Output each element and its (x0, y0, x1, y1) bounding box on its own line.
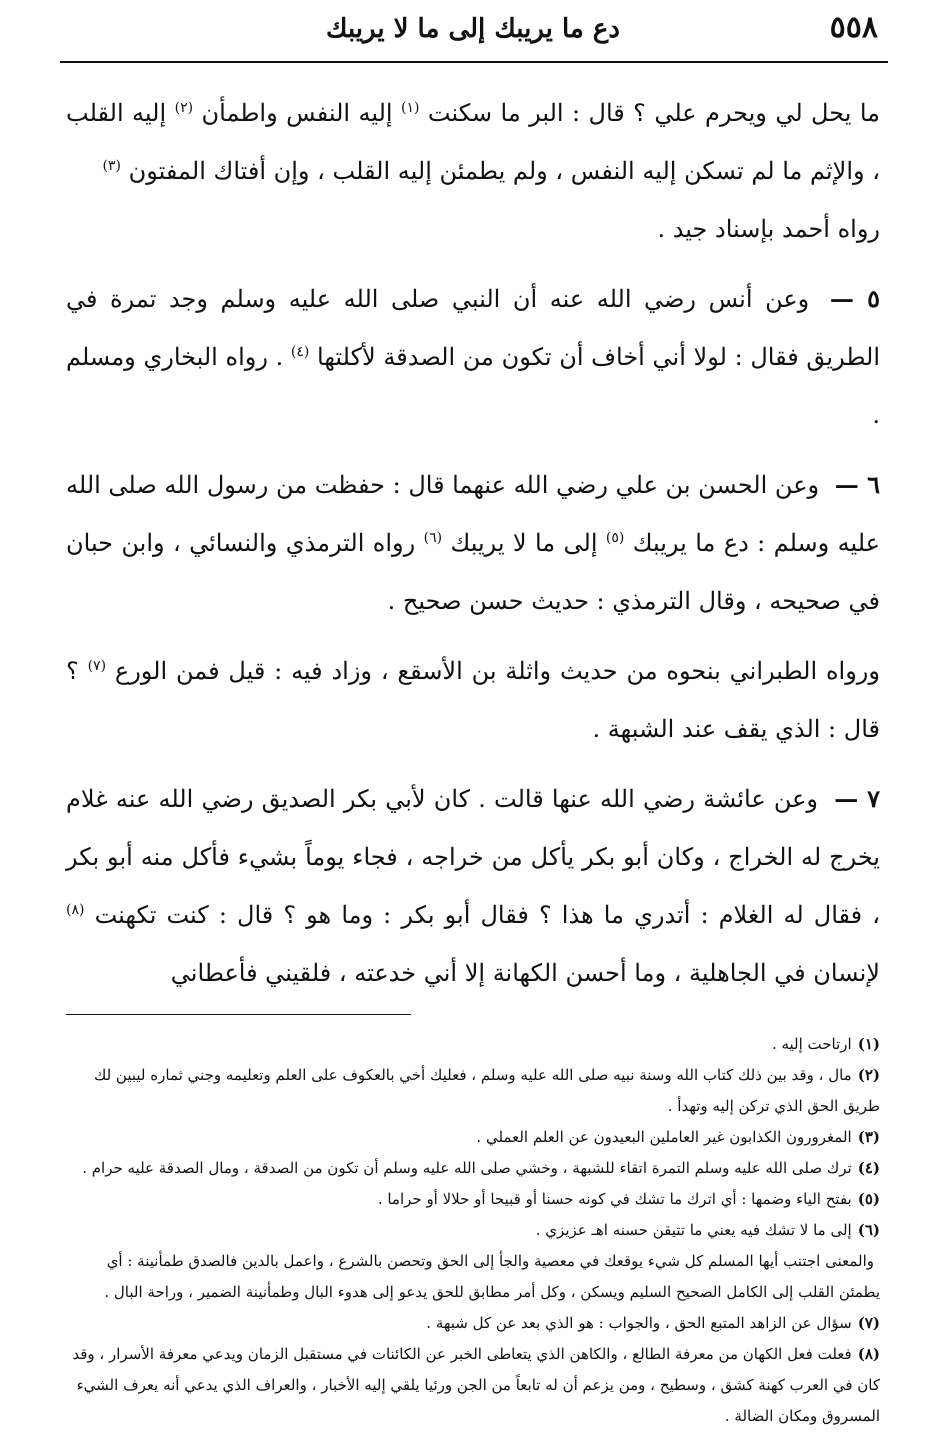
footnote-ref: (٨) (66, 902, 85, 918)
footnotes (66, 1029, 880, 1432)
footnote-ref: (٢) (174, 100, 194, 116)
footnote-ref: (٥) (605, 530, 625, 546)
footnote-ref: (٦) (423, 530, 443, 546)
page-number: ٥٥٨ (829, 10, 878, 45)
footnote-ref: (٣) (102, 158, 121, 174)
footnote-1: (١)ارتاحت إليه . (771, 1035, 880, 1053)
paragraph-1: ما يحل لي ويحرم علي ؟ قال : البر ما سكنت $^{(١)}$ إليه النفس واطمأن $^{(٢)}$ إليه القلب ، والإثم ما لم تسكن إليه النفس ، ولم يطمئن إليه القلب ، وإن أفتاك المفتون $^{(٣)}$ رواه أحمد بإسناد جيد . (66, 99, 880, 243)
footnote-ref: (٧) (87, 658, 107, 674)
footnote-ref: (٤) (290, 344, 310, 360)
footnote-2: (٢)مال ، وقد بين ذلك كتاب الله وسنة نبيه صلى الله عليه وسلم ، فعليك أخي بالعكوف على العلم وتعليمه وجني ثماره ليبين لك طريق الحق الذي تركن إليه وتهدأ . (93, 1066, 880, 1115)
page-header (66, 0, 880, 62)
footnote-7: (٧)سؤال عن الزاهد المتبع الحق ، والجواب : هو الذي بعد عن كل شبهة . (426, 1314, 880, 1332)
footnote-6-commentary: والمعنى اجتنب أيها المسلم كل شيء يوقعك في معصية والجأ إلى الحق وتحصن بالشرع ، واعمل بالدين فالصدق طمأنينة : أي يطمئن القلب إلى الكامل الصحيح السليم ويسكن ، وكل أمر مطابق للحق يدعو إلى هدوء البال وطمأنينة الضمير ، وراحة البال . (104, 1252, 880, 1301)
hadith-number: ٦ — (834, 470, 880, 499)
hadith-5: ٥ — وعن أنس رضي الله عنه أن النبي صلى الله عليه وسلم وجد تمرة في الطريق فقال : لولا أني أخاف أن تكون من الصدقة لأكلتها $^{(٤)}$ . رواه البخاري ومسلم . (66, 284, 880, 429)
paragraph-tabarani: ورواه الطبراني بنحوه من حديث واثلة بن الأسقع ، وزاد فيه : قيل فمن الورع $^{(٧)}$ ؟ قال : الذي يقف عند الشبهة . (66, 657, 880, 743)
footnote-4: (٤)ترك صلى الله عليه وسلم التمرة اتقاء للشبهة ، وخشي صلى الله عليه وسلم أن تكون من الصدقة ، ومال الصدقة عليه حرام . (82, 1159, 880, 1177)
footnote-rule (66, 1014, 411, 1015)
footnote-3: (٣)المغرورون الكذابون غير العاملين البعيدون عن العلم العملي . (476, 1128, 880, 1146)
header-rule (60, 61, 888, 63)
hadith-number: ٧ — (834, 784, 880, 813)
hadith-7: ٧ — وعن عائشة رضي الله عنها قالت . كان لأبي بكر الصديق رضي الله عنه غلام يخرج له الخراج ، وكان أبو بكر يأكل من خراجه ، فجاء يوماً بشيء فأكل منه أبو بكر ، فقال له الغلام : أتدري ما هذا ؟ فقال أبو بكر : وما هو ؟ قال : كنت تكهنت $^{(٨)}$ لإنسان في الجاهلية ، وما أحسن الكهانة إلا أني خدعته ، فلقيني فأعطاني (66, 784, 880, 987)
main-text (66, 84, 880, 1002)
hadith-number: ٥ — (829, 284, 880, 313)
footnote-6: (٦)إلى ما لا تشك فيه يعني ما تتيقن حسنه اهـ عزيزي . (535, 1221, 880, 1239)
footnote-5: (٥)بفتح الياء وضمها : أي اترك ما تشك في كونه حسنا أو قبيحا أو حلالا أو حراما . (377, 1190, 880, 1208)
running-title: دع ما يريبك إلى ما لا يريبك (326, 14, 620, 44)
footnote-8: (٨)فعلت فعل الكهان من معرفة الطالع ، والكاهن الذي يتعاطى الخبر عن الكائنات في مستقبل الزمان ويدعي معرفة الأسرار ، وقد كان في العرب كهنة كشق ، وسطيح ، ومن يزعم أن له تابعاً من الجن ورئيا يلقي إليه الأخبار ، والعراف الذي يدعي أنه يعرف الشيء المسروق ومكان الضالة . (72, 1345, 880, 1425)
hadith-6: ٦ — وعن الحسن بن علي رضي الله عنهما قال : حفظت من رسول الله صلى الله عليه وسلم : دع ما يريبك $^{(٥)}$ إلى ما لا يريبك $^{(٦)}$ رواه الترمذي والنسائي ، وابن حبان في صحيحه ، وقال الترمذي : حديث حسن صحيح . (66, 470, 881, 615)
footnote-ref: (١) (401, 100, 420, 116)
